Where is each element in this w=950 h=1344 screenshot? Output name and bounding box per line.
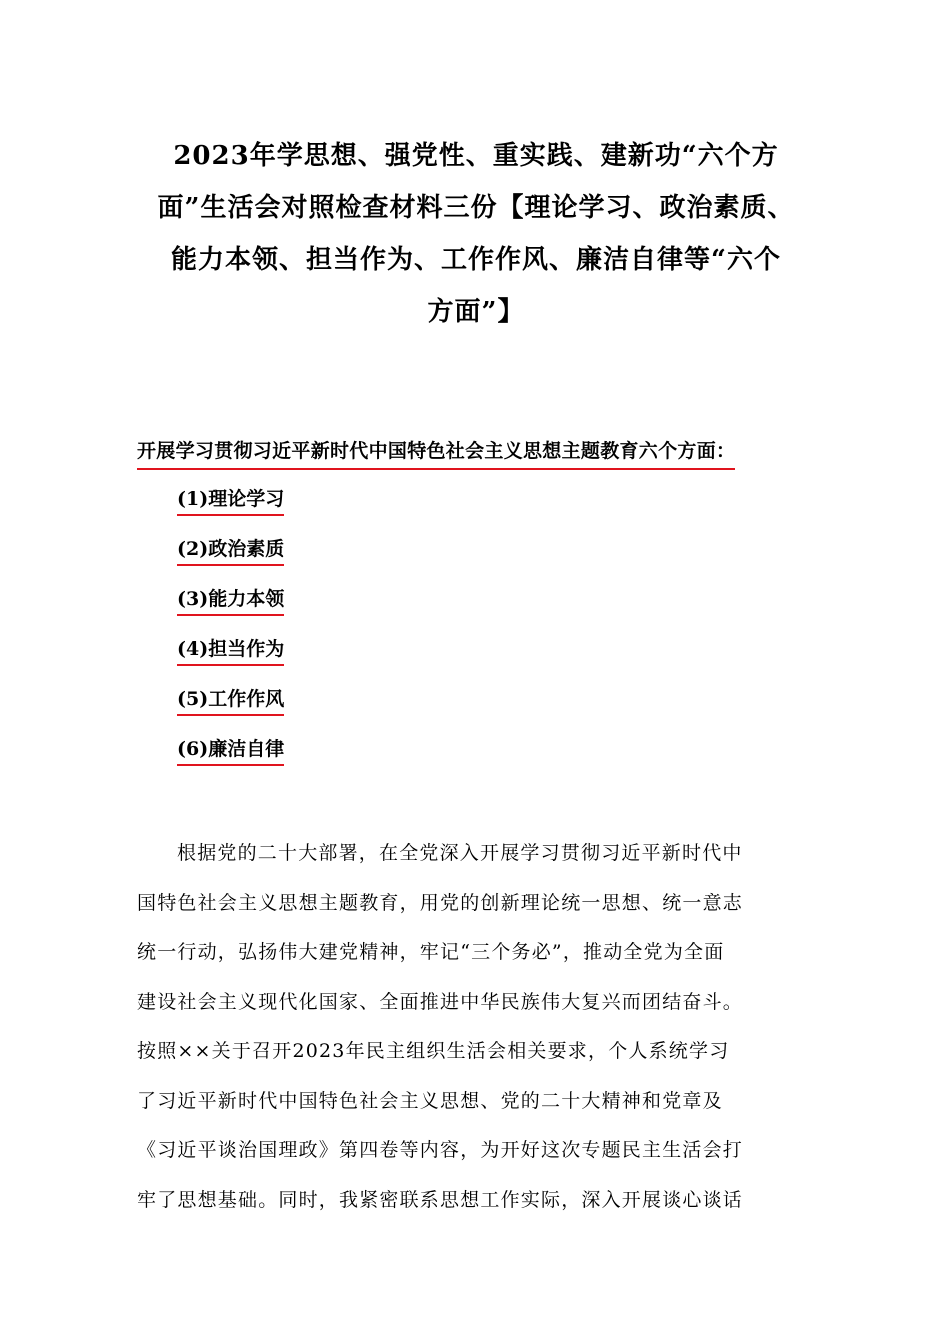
aspect-theory-study: (1)理论学习 <box>177 486 284 516</box>
document-title <box>120 130 832 338</box>
body-line: 国特色社会主义思想主题教育，用党的创新理论统一思想、统一意志 <box>137 891 744 914</box>
aspect-responsibility: (4)担当作为 <box>177 636 284 666</box>
list-item <box>177 536 284 586</box>
aspect-list <box>177 486 284 786</box>
aspect-political-quality: (2)政治素质 <box>177 536 284 566</box>
body-line: 了习近平新时代中国特色社会主义思想、党的二十大精神和党章及 <box>137 1089 723 1112</box>
title-line: 方面”】 <box>427 297 525 327</box>
list-item <box>177 486 284 536</box>
list-item <box>177 636 284 686</box>
aspect-ability: (3)能力本领 <box>177 586 284 616</box>
body-line: 建设社会主义现代化国家、全面推进中华民族伟大复兴而团结奋斗。 <box>137 990 744 1013</box>
list-item <box>177 736 284 786</box>
body-line: 《习近平谈治国理政》第四卷等内容，为开好这次专题民主生活会打 <box>137 1139 744 1161</box>
aspect-integrity: (6)廉洁自律 <box>177 736 284 766</box>
title-line: 2023年学思想、强党性、重实践、建新功“六个方 <box>173 141 779 171</box>
body-line: 根据党的二十大部署，在全党深入开展学习贯彻习近平新时代中 <box>177 842 743 864</box>
body-paragraph <box>137 829 813 1225</box>
title-line: 能力本领、担当作为、工作作风、廉洁自律等“六个 <box>171 245 781 275</box>
list-item <box>177 586 284 636</box>
section-heading: 开展学习贯彻习近平新时代中国特色社会主义思想主题教育六个方面： <box>137 438 735 470</box>
body-line: 统一行动，弘扬伟大建党精神，牢记“三个务必”，推动全党为全面 <box>137 941 725 963</box>
list-item <box>177 686 284 736</box>
title-line: 面”生活会对照检查材料三份【理论学习、政治素质、 <box>157 193 795 223</box>
body-line: 按照××关于召开2023年民主组织生活会相关要求，个人系统学习 <box>137 1040 730 1062</box>
aspect-work-style: (5)工作作风 <box>177 686 284 716</box>
body-line: 牢了思想基础。同时，我紧密联系思想工作实际，深入开展谈心谈话 <box>137 1188 744 1211</box>
